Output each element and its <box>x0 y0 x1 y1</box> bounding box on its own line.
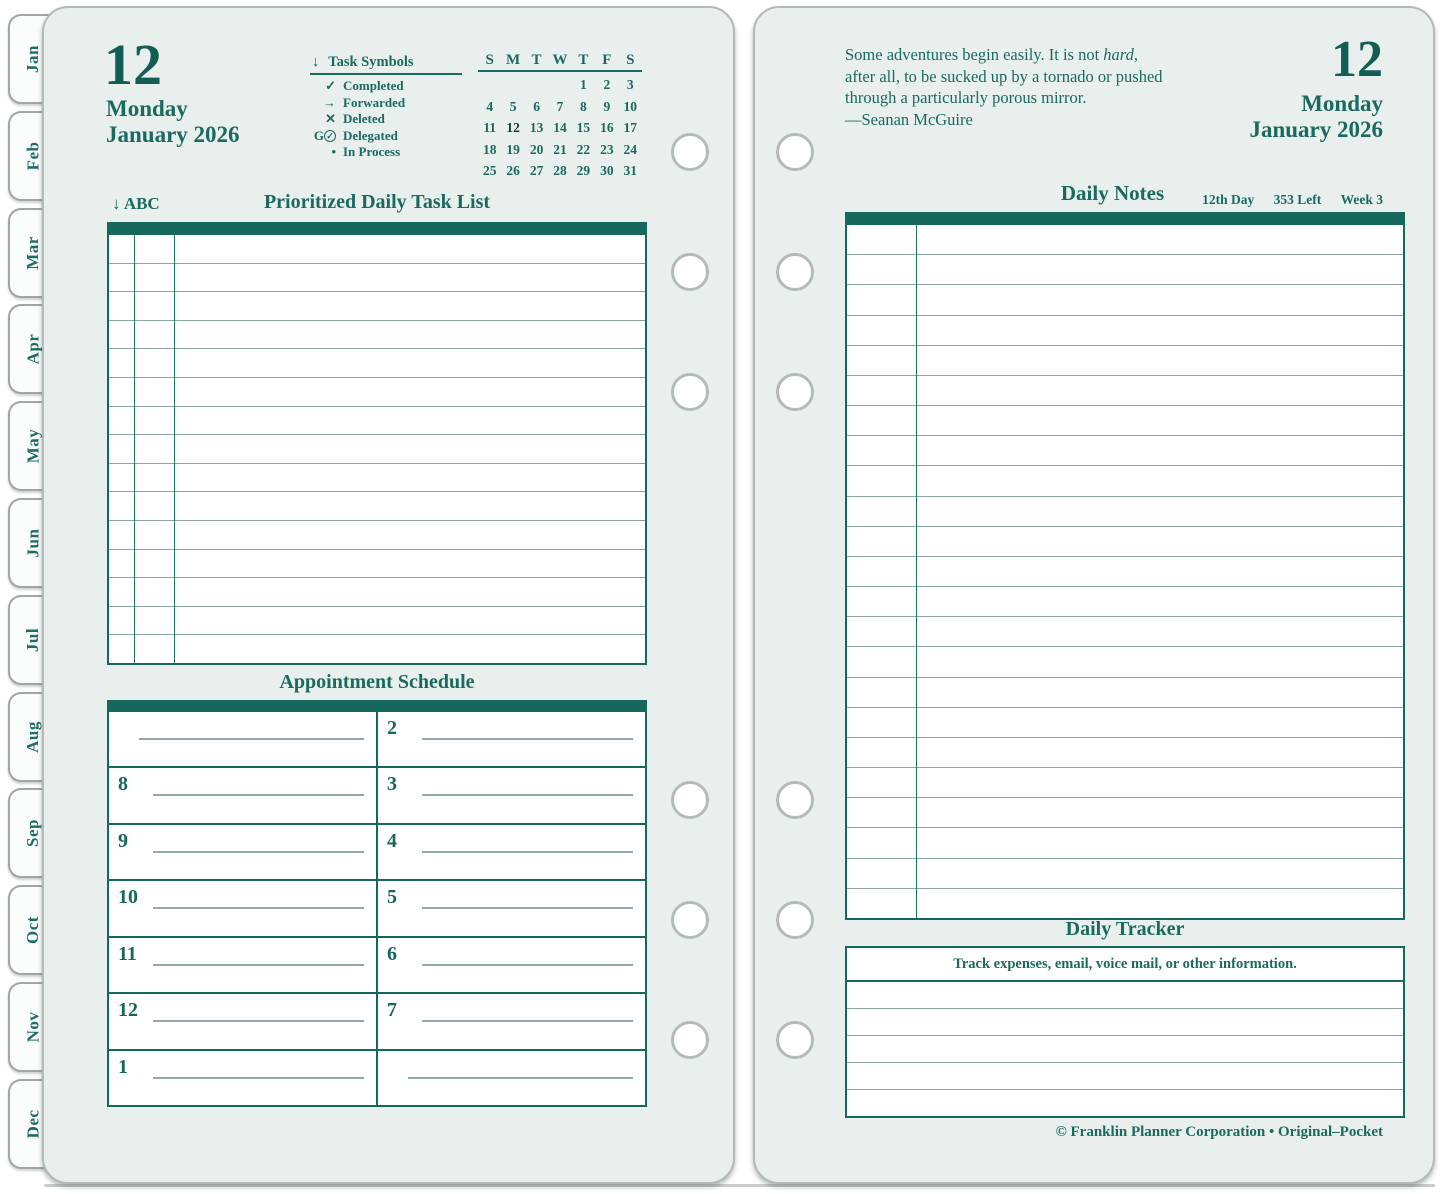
task-symbols-legend <box>310 54 462 161</box>
appointment-hour-label: 12 <box>118 999 138 1022</box>
appointment-hour-label: 1 <box>118 1055 128 1078</box>
tab-label: Dec <box>23 1109 42 1139</box>
notes-row <box>847 617 1403 647</box>
notes-row <box>847 738 1403 768</box>
task-symbols-label: Task Symbols <box>328 54 414 70</box>
tab-label: Jan <box>23 45 42 73</box>
tracker-row <box>847 982 1403 1009</box>
mini-cal-day: 6 <box>533 98 540 114</box>
mini-cal-day: 5 <box>509 98 517 114</box>
mini-cal-day: 8 <box>580 98 587 114</box>
mini-cal-day-header: F <box>602 52 612 68</box>
appointment-cell-left <box>109 712 378 766</box>
binder-hole <box>671 133 709 171</box>
appointment-cell-left <box>109 825 378 879</box>
notes-row <box>847 557 1403 587</box>
tab-label: Oct <box>23 916 42 945</box>
appointment-schedule-table <box>107 700 647 1107</box>
notes-row <box>847 647 1403 677</box>
task-row <box>109 550 645 579</box>
mini-cal-day: 3 <box>626 77 634 92</box>
appointment-writing-line <box>408 1077 633 1079</box>
tab-label: Mar <box>23 235 42 270</box>
task-row <box>109 578 645 607</box>
mini-cal-day: 30 <box>600 163 614 178</box>
right-day-number: 12 <box>1331 31 1383 88</box>
appointment-writing-line <box>153 794 364 796</box>
tab-label: Jun <box>22 528 42 558</box>
notes-row <box>847 285 1403 315</box>
appointment-writing-line <box>153 851 364 853</box>
mini-cal-day: 1 <box>580 77 587 92</box>
appointment-cell-right <box>378 712 645 766</box>
task-symbol-deleted-icon: ✕ <box>325 111 336 126</box>
daily-notes-title: Daily Notes <box>1060 181 1165 205</box>
mini-cal-day: 31 <box>623 163 638 178</box>
task-list-header-bar <box>109 224 645 235</box>
appointment-row <box>109 936 645 992</box>
appointment-row <box>109 1049 645 1105</box>
mini-cal-day: 18 <box>482 141 497 157</box>
daily-notes-margin-line <box>916 225 917 918</box>
left-weekday: Monday <box>106 96 188 121</box>
appointment-writing-line <box>153 1077 364 1079</box>
mini-cal-day: 2 <box>603 77 611 92</box>
binder-hole <box>776 781 814 819</box>
notes-row <box>847 859 1403 889</box>
tab-label: Nov <box>23 1011 42 1043</box>
appointment-hour-label: 10 <box>118 886 138 909</box>
mini-cal-day: 24 <box>623 141 638 157</box>
task-row <box>109 264 645 293</box>
mini-cal-day: 16 <box>600 120 614 135</box>
tab-label: Jul <box>23 627 42 652</box>
notes-row <box>847 889 1403 918</box>
tracker-row <box>847 1009 1403 1036</box>
appointment-row <box>109 992 645 1048</box>
down-arrow-icon: ↓ <box>312 54 320 70</box>
notes-row <box>847 798 1403 828</box>
daily-tracker-rows <box>847 982 1403 1116</box>
mini-cal-day: 14 <box>553 120 567 135</box>
notes-row <box>847 768 1403 798</box>
tab-label: Feb <box>22 141 42 171</box>
mini-cal-day: 15 <box>576 120 591 135</box>
binder-hole <box>776 253 814 291</box>
tab-label: Sep <box>23 819 42 848</box>
binder-hole <box>671 901 709 939</box>
appointment-header-bar <box>109 702 645 712</box>
tab-label: Apr <box>23 334 42 365</box>
mini-cal-day-header: T <box>578 52 589 68</box>
appointment-hour-label: 6 <box>387 942 397 965</box>
tab-label: Aug <box>22 720 42 753</box>
appointment-cell-left <box>109 1051 378 1105</box>
task-symbol-item <box>310 128 462 145</box>
right-month-year: January 2026 <box>1249 117 1383 142</box>
mini-cal-day: 22 <box>576 141 591 157</box>
task-row <box>109 407 645 436</box>
tracker-row <box>847 1090 1403 1116</box>
daily-notes-header-bar <box>847 214 1403 225</box>
mini-cal-day: 11 <box>483 120 497 135</box>
appointment-row <box>109 879 645 935</box>
mini-cal-day: 4 <box>486 98 494 114</box>
mini-cal-day: 20 <box>529 141 544 157</box>
appointment-cell-left <box>109 938 378 992</box>
appointment-cell-right <box>378 994 645 1048</box>
day-of-year: 12th Day <box>1202 192 1255 207</box>
mini-cal-day: 28 <box>553 163 567 178</box>
mini-cal-day: 19 <box>506 141 520 157</box>
binder-hole <box>671 373 709 411</box>
mini-cal-day-header: S <box>626 52 635 68</box>
task-symbol-item <box>310 95 462 112</box>
task-row <box>109 521 645 550</box>
notes-row <box>847 678 1403 708</box>
task-checkbox-column-line <box>134 235 135 663</box>
day-statistics <box>1186 192 1383 208</box>
daily-tracker-table <box>845 946 1405 1118</box>
binder-hole <box>671 1021 709 1059</box>
mini-cal-day: 17 <box>623 120 638 135</box>
task-list-rows <box>109 235 645 663</box>
appointment-writing-line <box>422 907 633 909</box>
appointment-cell-right <box>378 825 645 879</box>
page-stack-edge <box>44 1184 1435 1187</box>
mini-cal-day: 26 <box>506 163 520 178</box>
notes-row <box>847 587 1403 617</box>
mini-cal-day: 10 <box>623 98 638 114</box>
mini-cal-day: 12 <box>506 120 520 135</box>
task-row <box>109 435 645 464</box>
task-row <box>109 378 645 407</box>
task-symbol-label: Forwarded <box>343 94 406 110</box>
mini-cal-day: 25 <box>482 163 497 178</box>
mini-calendar <box>478 52 642 182</box>
quote-line: Some adventures begin easily. It is not hard, <box>845 45 1138 64</box>
task-row <box>109 607 645 636</box>
mini-cal-day-header: W <box>552 52 568 68</box>
task-symbol-label: Delegated <box>343 127 398 143</box>
mini-cal-day: 29 <box>576 163 591 178</box>
notes-row <box>847 316 1403 346</box>
right-page-header <box>1249 31 1383 143</box>
appointment-row <box>109 823 645 879</box>
left-day-number: 12 <box>104 32 162 97</box>
down-arrow-icon: ↓ <box>112 194 121 213</box>
prioritized-task-list-table <box>107 222 647 665</box>
task-row <box>109 235 645 264</box>
appointment-row <box>109 712 645 766</box>
task-row <box>109 635 645 663</box>
appointment-hour-label: 4 <box>387 829 397 852</box>
days-left: 353 Left <box>1273 192 1322 207</box>
mini-cal-day-header: S <box>485 52 494 68</box>
mini-cal-day <box>548 74 571 96</box>
notes-row <box>847 708 1403 738</box>
tab-label: May <box>22 428 42 464</box>
daily-tracker-instruction: Track expenses, email, voice mail, or other information. <box>847 948 1403 982</box>
task-symbol-label: In Process <box>343 144 401 159</box>
appointment-writing-line <box>422 851 633 853</box>
notes-row <box>847 527 1403 557</box>
daily-notes-table <box>845 212 1405 920</box>
task-priority-column-line <box>174 235 175 663</box>
notes-row <box>847 255 1403 285</box>
appointment-cell-right <box>378 881 645 935</box>
mini-cal-day-header: T <box>531 52 542 68</box>
quote-line: after all, to be sucked up by a tornado or pushed <box>845 66 1163 86</box>
task-row <box>109 492 645 521</box>
mini-cal-day: 27 <box>529 163 544 178</box>
binder-hole <box>776 373 814 411</box>
mini-cal-week-row <box>478 74 642 96</box>
task-symbol-item <box>310 78 462 95</box>
appointment-hour-label: 8 <box>118 773 128 796</box>
appointment-cell-left <box>109 768 378 822</box>
appointment-cell-right <box>378 1051 645 1105</box>
mini-cal-day: 13 <box>529 120 544 135</box>
abc-sort-label: ↓ ABC <box>112 194 160 213</box>
mini-cal-day-headers <box>478 52 642 72</box>
mini-cal-week-row <box>478 139 642 161</box>
appointment-cell-left <box>109 881 378 935</box>
daily-tracker-title: Daily Tracker <box>1065 918 1185 940</box>
binder-hole <box>671 253 709 291</box>
mini-cal-day: 21 <box>553 141 567 157</box>
notes-row <box>847 436 1403 466</box>
mini-cal-day-header: M <box>506 52 521 68</box>
task-symbol-in-process-icon: • <box>331 144 336 159</box>
appointment-writing-line <box>153 1020 364 1022</box>
task-row <box>109 349 645 378</box>
task-symbol-label: Completed <box>343 78 404 93</box>
notes-row <box>847 466 1403 496</box>
right-weekday: Monday <box>1301 91 1383 116</box>
binder-hole <box>671 781 709 819</box>
notes-row <box>847 376 1403 406</box>
appointment-writing-line <box>153 907 364 909</box>
notes-row <box>847 406 1403 436</box>
right-page <box>753 6 1435 1184</box>
binder-hole <box>776 133 814 171</box>
appointment-cell-right <box>378 938 645 992</box>
daily-quote <box>845 44 1163 130</box>
task-list-title: Prioritized Daily Task List <box>263 191 491 213</box>
appointment-hour-label: 2 <box>387 717 397 739</box>
appointment-cell-left <box>109 994 378 1048</box>
appointment-writing-line <box>139 738 364 740</box>
copyright-footer: © Franklin Planner Corporation • Original–Pocket <box>1055 1124 1383 1140</box>
mini-cal-week-row <box>478 160 642 182</box>
daily-notes-rows <box>847 225 1403 918</box>
mini-cal-week-row <box>478 96 642 118</box>
appointment-writing-line <box>422 738 633 740</box>
notes-row <box>847 828 1403 858</box>
task-symbol-delegated-icon: G ✓ <box>310 128 336 145</box>
task-symbols-items <box>310 78 462 161</box>
quote-line: through a particularly porous mirror. <box>845 88 1087 107</box>
notes-row <box>847 225 1403 255</box>
tracker-row <box>847 1036 1403 1063</box>
binder-hole <box>776 901 814 939</box>
binder-hole <box>776 1021 814 1059</box>
task-symbols-title <box>310 54 462 75</box>
notes-row <box>847 497 1403 527</box>
appointment-cell-right <box>378 768 645 822</box>
mini-cal-day <box>478 74 501 96</box>
appointment-schedule-title: Appointment Schedule <box>279 671 475 693</box>
mini-cal-week-row <box>478 117 642 139</box>
left-page <box>42 6 735 1184</box>
appointment-writing-line <box>153 964 364 966</box>
circled-check-icon: ✓ <box>324 130 336 142</box>
task-row <box>109 321 645 350</box>
appointment-hour-label: 11 <box>118 942 137 965</box>
appointment-hour-label: 9 <box>118 829 128 852</box>
week-number: Week 3 <box>1340 192 1383 207</box>
task-symbol-completed-icon: ✓ <box>325 78 336 93</box>
task-symbol-item <box>310 111 462 128</box>
mini-cal-day: 9 <box>603 98 611 114</box>
quote-attribution: —Seanan McGuire <box>845 109 973 129</box>
appointment-writing-line <box>422 964 633 966</box>
appointment-hour-label: 5 <box>387 886 397 909</box>
mini-cal-day: 23 <box>600 141 614 157</box>
appointment-hour-label: 7 <box>387 999 397 1022</box>
appointment-hour-label: 3 <box>387 773 397 796</box>
left-month-year: January 2026 <box>106 122 240 147</box>
mini-cal-day: 7 <box>556 98 564 114</box>
notes-row <box>847 346 1403 376</box>
mini-cal-day <box>501 74 524 96</box>
task-symbol-item <box>310 144 462 161</box>
appointment-writing-line <box>422 1020 633 1022</box>
mini-cal-weeks <box>478 74 642 182</box>
mini-cal-day <box>525 74 548 96</box>
task-symbol-label: Deleted <box>343 111 385 126</box>
task-symbol-forwarded-icon: → <box>323 94 336 110</box>
task-row <box>109 292 645 321</box>
task-row <box>109 464 645 493</box>
appointment-writing-line <box>422 794 633 796</box>
appointment-row <box>109 766 645 822</box>
tracker-row <box>847 1063 1403 1090</box>
